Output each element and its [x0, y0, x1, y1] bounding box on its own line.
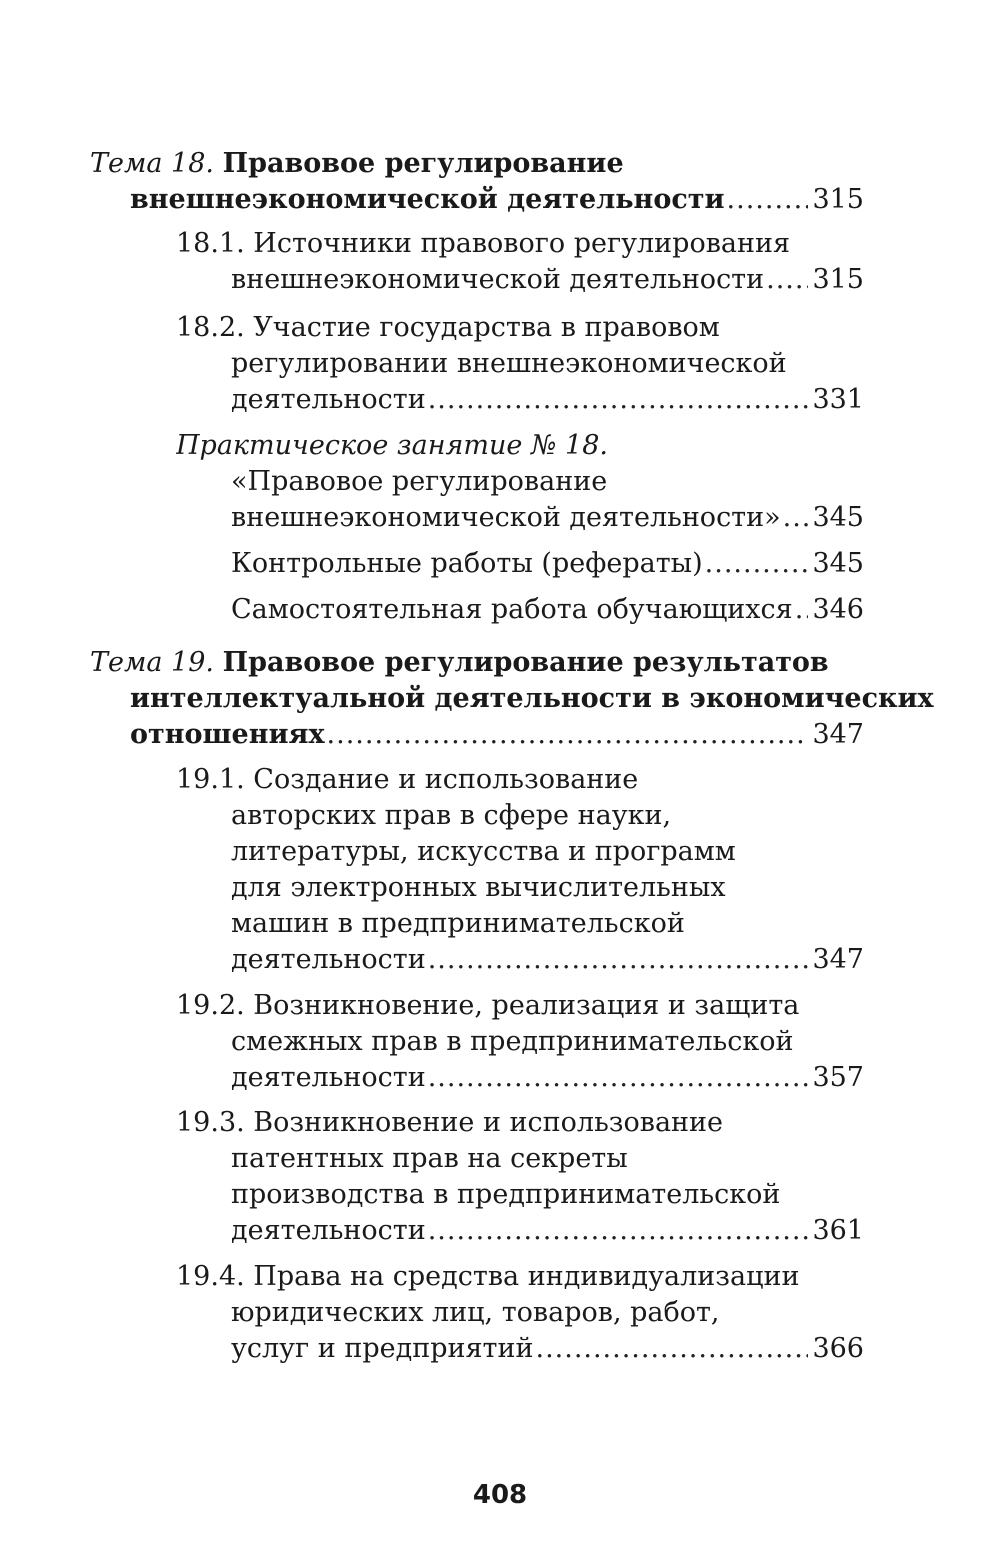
practice-18-label: Практическое занятие № 18. — [176, 430, 608, 461]
section-18-2-line-1 — [176, 308, 720, 348]
section-19-1-title: Создание и использование — [253, 764, 639, 795]
leader-dots — [327, 715, 809, 755]
section-18-2-page: 331 — [812, 384, 864, 415]
section-19-4-page: 366 — [812, 1333, 864, 1364]
section-19-2-number: 19.2. — [176, 990, 245, 1021]
topic-18-title-cont: внешнеэкономической деятельности — [130, 184, 725, 215]
section-18-1-title: Источники правового регулирования — [253, 228, 791, 259]
section-19-4-line-2: юридических лиц, товаров, работ, — [231, 1297, 720, 1328]
section-18-1-number: 18.1. — [176, 228, 245, 259]
section-19-1-page: 347 — [812, 944, 864, 975]
page-number: 408 — [472, 1480, 528, 1510]
section-18-1-line-2 — [231, 260, 864, 300]
section-19-1-line-6 — [231, 940, 864, 980]
topic-19-title-end: отношениях — [130, 719, 325, 750]
section-19-4-title: Права на средства индивидуализации — [253, 1261, 800, 1292]
practice-18-page: 345 — [812, 502, 864, 533]
section-18-2-title: Участие государства в правовом — [253, 312, 720, 343]
leader-dots — [795, 590, 809, 630]
leader-dots — [783, 498, 809, 538]
topic-19-page: 347 — [812, 719, 864, 750]
section-19-2-title-end: деятельности — [231, 1062, 426, 1093]
practice-18-line-1 — [231, 462, 607, 502]
section-19-3-line-2: патентных прав на секреты — [231, 1143, 628, 1174]
section-19-3-title-end: деятельности — [231, 1215, 426, 1246]
extra-control-works-page: 345 — [812, 548, 864, 579]
section-19-2-title: Возникновение, реализация и защита — [253, 990, 800, 1021]
section-19-2-line-2: смежных прав в предпринимательской — [231, 1026, 794, 1057]
leader-dots — [766, 260, 808, 300]
section-19-2-page: 357 — [812, 1062, 864, 1093]
leader-dots — [428, 940, 809, 980]
extra-control-works-title: Контрольные работы (рефераты) — [231, 548, 703, 579]
topic-19-heading-line-1 — [90, 643, 829, 683]
section-18-2-line-3 — [231, 380, 864, 420]
leader-dots — [727, 180, 809, 220]
section-18-2-title-end: деятельности — [231, 384, 426, 415]
practice-18-title: «Правовое регулирование — [231, 466, 608, 497]
section-19-3-line-1 — [176, 1103, 723, 1143]
section-19-1-line-3: литературы, искусства и программ — [231, 836, 736, 867]
topic-19-heading-line-2: интеллектуальной деятельности в экономических — [130, 683, 934, 714]
extra-18-self-work — [231, 590, 864, 630]
practice-18-title-cont: внешнеэкономической деятельности» — [231, 502, 781, 533]
topic-18-title: Правовое регулирование — [222, 148, 624, 179]
section-19-3-number: 19.3. — [176, 1107, 245, 1138]
section-19-4-title-end: услуг и предприятий — [231, 1333, 534, 1364]
section-18-2-title-cont: регулировании внешнеэкономической — [231, 348, 787, 379]
extra-self-work-page: 346 — [812, 594, 864, 625]
section-18-2-number: 18.2. — [176, 312, 245, 343]
section-19-4-number: 19.4. — [176, 1261, 245, 1292]
section-19-1-line-2: авторских прав в сфере науки, — [231, 800, 672, 831]
section-19-1-line-4: для электронных вычислительных — [231, 872, 726, 903]
leader-dots — [705, 544, 809, 584]
leader-dots — [428, 380, 809, 420]
extra-18-control-works — [231, 544, 864, 584]
practice-18-line-2 — [231, 498, 864, 538]
section-19-2-line-1 — [176, 986, 799, 1026]
section-18-2-line-2 — [231, 344, 787, 384]
section-19-3-page: 361 — [812, 1215, 864, 1246]
leader-dots — [535, 1329, 808, 1369]
section-19-1-title-end: деятельности — [231, 944, 426, 975]
extra-self-work-title: Самостоятельная работа обучающихся — [231, 594, 793, 625]
section-19-4-line-3 — [231, 1329, 864, 1369]
section-19-4-line-1 — [176, 1257, 799, 1297]
section-19-3-line-4 — [231, 1211, 864, 1251]
leader-dots — [428, 1058, 809, 1098]
section-18-1-line-1 — [176, 224, 790, 264]
section-19-1-line-1 — [176, 760, 638, 800]
leader-dots — [428, 1211, 809, 1251]
topic-19-prefix: Тема 19. — [90, 647, 214, 678]
section-18-1-page: 315 — [812, 264, 864, 295]
section-19-1-number: 19.1. — [176, 764, 245, 795]
section-19-1-line-5: машин в предпринимательской — [231, 908, 685, 939]
topic-18-heading-line-1 — [90, 144, 624, 184]
section-19-3-title: Возникновение и использование — [253, 1107, 724, 1138]
topic-18-heading-line-2 — [130, 180, 864, 220]
topic-19-title: Правовое регулирование результатов — [222, 647, 829, 678]
topic-18-page: 315 — [812, 184, 864, 215]
section-18-1-title-cont: внешнеэкономической деятельности — [231, 264, 765, 295]
section-19-2-line-3 — [231, 1058, 864, 1098]
section-19-3-line-3: производства в предпринимательской — [231, 1179, 781, 1210]
topic-19-heading-line-3 — [130, 715, 864, 755]
topic-18-prefix: Тема 18. — [90, 148, 214, 179]
